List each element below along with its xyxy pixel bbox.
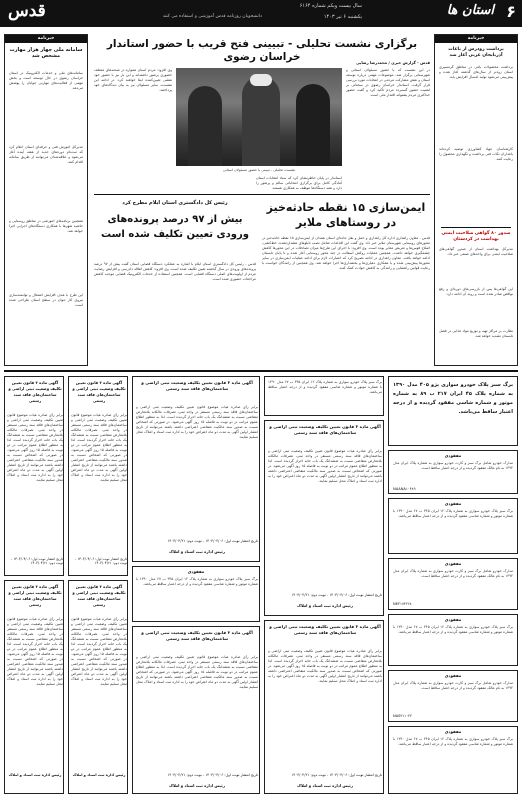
logo: قدس xyxy=(8,1,46,21)
lead-rule xyxy=(94,194,430,195)
ad-lost-6 xyxy=(388,726,518,794)
ad-col2-legal-1-title: آگهی ماده ۳ قانون تعیین تکلیف وضعیت ثبتی اراضی و ساختمان‌های فاقد سند رسمی xyxy=(269,424,381,435)
ad-col2-legal-2-title: آگهی ماده ۳ قانون تعیین تکلیف وضعیت ثبتی اراضی و ساختمان‌های فاقد سند رسمی xyxy=(269,624,381,635)
ad-col3-legal-2-date: تاریخ انتشار نوبت اول: ۱۴۰۳/۰۴/۰۶ - نوبت دوم: ۱۴۰۳/۰۴/۲۱ xyxy=(167,773,258,777)
ad-lost-5 xyxy=(388,670,518,722)
left-para-1: سامانه‌های ملی و خدمات الکترونیک در استان خراسان رضوی در حال توسعه است و بخش مهمی از فعالیت‌های مهارتی جوانان را پوشش می‌دهد. xyxy=(9,71,83,90)
lead-byline: قدس - گزارش خبری / محمدرضا رضایی xyxy=(356,60,430,65)
ad-col3-legal-1-title: آگهی ماده ۳ قانون تعیین تکلیف وضعیت ثبتی اراضی و ساختمان‌های فاقد سند رسمی xyxy=(141,380,253,391)
ad-lost-5-code: NAS۳۱۱۰۲۲ xyxy=(393,714,413,718)
left-box-title: سامانه ملی چهار هزار مهارت مشخص شد xyxy=(9,47,83,59)
right-para-3: مدیرکل بهداشت استان از صدور گواهی‌های صلاحیت ایمنی برای واحدهای صنفی خبر داد. xyxy=(439,247,513,256)
ad-col3-lost xyxy=(132,566,260,622)
right-para-5: نظارت بر مراکز تهیه و توزیع مواد غذایی در فصل تابستان تشدید خواهد شد. xyxy=(439,329,513,338)
left-para-3: همچنین برنامه‌های آموزشی در مناطق روستایی و حاشیه شهرها با همکاری دستگاه‌های اجرایی اجرا خواهد شد. xyxy=(9,219,83,233)
ad-lost-4-label: مفقودی xyxy=(444,617,462,622)
left-news-box xyxy=(4,34,88,366)
ad-lost-1-label: مفقودی xyxy=(444,453,462,458)
left-para-4: این طرح با هدف افزایش اشتغال و توانمندسازی نیروی کار جوان در سطح استان طراحی شده است. xyxy=(9,293,83,307)
right-news-box xyxy=(434,34,518,366)
ad-lost-1 xyxy=(388,450,518,494)
page-number: ۶ xyxy=(506,2,516,21)
ad-col3-legal-2 xyxy=(132,626,260,794)
ad-lost-5-text: مدارک خودرو شامل برگ سبز و کارت خودرو سواری به شماره پلاک ایران مدل ۱۳۹۲ به نام مالک مفقود گردیده و از درجه اعتبار ساقط است. xyxy=(393,681,513,690)
lead-col-c: استاندار در پایان خاطرنشان کرد که ستاد انتخابات استان آمادگی کامل برای برگزاری انتخاباتی سالم و پرشور را دارد و همه دستگاه‌ها موظف به همکاری هستند. xyxy=(256,176,342,190)
ads-top-rule xyxy=(4,370,518,372)
ad-lost-3 xyxy=(388,558,518,610)
ad-lost-2-label: مفقودی xyxy=(444,501,462,506)
ad-col4a-legal-1 xyxy=(68,376,128,576)
ad-col3-legal-1-body: برابر رأی صادره هیات موضوع قانون تعیین تکلیف وضعیت ثبتی اراضی و ساختمان‌های فاقد سند رسمی مستقر در واحد ثبتی، تصرفات مالکانه بلامعارض متقاضی نسبت به ششدانگ یک باب خانه احراز گردیده است. لذا به منظور اطلاع عموم مراتب در دو نوبت به فاصله ۱۵ روز آگهی می‌شود. در صورتی که اشخاص نسبت به صدور سند مالکیت متقاضی اعتراضی داشته باشند می‌توانند از تاریخ انتشار اولین آگهی به مدت دو ماه اعتراض خود را به اداره ثبت اسناد و املاک محل تسلیم نمایند. xyxy=(136,405,258,439)
ad-col2-legal-1-sign: رئیس اداره ثبت اسناد و املاک xyxy=(297,603,353,608)
ad-col3-lost-label: مفقودی xyxy=(187,569,205,574)
lead-photo xyxy=(176,68,342,166)
lead-col-a: در این نشست که با حضور مسئولان استانی و شهرستانی برگزار شد، موضوعات مهمی درباره توسعه استان و نقش مشارکت مردمی در انتخابات مورد بررسی قرار گرفت. استاندار خراسان رضوی در سخنانی بر اهمیت حضور گسترده مردم تأکید کرد و گفت حضور حداکثری مردم پشتوانه اقتدار ملی است. xyxy=(346,68,430,97)
ad-col2-legal-1 xyxy=(264,420,384,616)
right-para-1: برداشت محصولات باغی در مناطق گرمسیری استان زودتر از سال‌های گذشته آغاز شده و پیش‌بینی می‌شود تولید امسال افزایش یابد. xyxy=(439,65,513,79)
right-para-2: کارشناسان جهاد کشاورزی توصیه کرده‌اند باغداران نکات فنی برداشت و نگهداری محصول را رعایت کنند. xyxy=(439,147,513,161)
right-divider xyxy=(441,227,511,228)
second-body: قدس - معاون راهداری اداره کل راهداری و حمل و نقل جاده‌ای استان همدان از ایمن‌سازی ۱۵ نقطه حادثه‌خیز در محورهای روستایی شهرستان ملایر خبر داد. وی گفت این اقدامات شامل نصب تابلوهای هشداردهنده، خط‌کشی، اصلاح قوس‌ها و تعریض معابر بوده است. وی افزود: با اجرای این طرح‌ها میزان تصادفات در این محورها کاهش چشمگیری خواهد داشت. همچنین عملیات روکش آسفالت در چند محور روستایی آغاز شده و تا پایان تابستان ادامه خواهد یافت. معاون راهداری در ادامه تصریح کرد که اعتبارات لازم برای ادامه عملیات ایمن‌سازی در سایر محورها پیش‌بینی شده و با همکاری دهیاری‌ها و بخشداری‌ها اجرا خواهد شد. وی همچنین از رانندگان خواست با رعایت قوانین راهنمایی و رانندگی به کاهش حوادث کمک کنند. xyxy=(262,236,430,270)
ad-col3-legal-2-sign: رئیس اداره ثبت اسناد و املاک xyxy=(169,783,225,788)
ad-col3-legal-1-sign: رئیس اداره ثبت اسناد و املاک xyxy=(169,549,225,554)
ad-col4b-legal-1-date: تاریخ انتشار نوبت اول: ۱۴۰۳/۰۴/۰۶ - نوبت دوم: ۱۴۰۳/۰۴/۲۱ xyxy=(11,557,63,565)
right-para-4: این گواهی‌ها پس از بازرسی‌های دوره‌ای و رفع نواقص صادر شده است و روند آن ادامه دارد. xyxy=(439,287,513,296)
ad-lost-6-text: برگ سبز پلاک خودرو سواری به شماره پلاک ۱۲ ایران ۳۴۵ ب ۶۷ مدل ۱۳۹۰ با شماره موتور و شماره شاسی مفقود گردیده و از درجه اعتبار ساقط می‌باشد. xyxy=(393,737,513,746)
ad-lost-1-code: NAANA۱۰۴۸۹ xyxy=(393,487,416,491)
second-headline: ایمن‌سازی ۱۵ نقطه حادثه‌خیز در روستاهای ملایر xyxy=(266,201,426,229)
ad-lost-2-text: برگ سبز پلاک خودرو سواری به شماره پلاک ۱۲ ایران ۳۴۵ ب ۶۷ مدل ۱۳۹۰ با شماره موتور و شماره شاسی مفقود گردیده و از درجه اعتبار ساقط می‌باشد. xyxy=(393,509,513,518)
ad-col3-lost-text: برگ سبز پلاک خودرو سواری به شماره پلاک ۱۲ ایران ۳۴۵ ب ۶۷ مدل ۱۳۹۰ با شماره موتور و شماره شاسی مفقود گردیده و از درجه اعتبار ساقط می‌باشد. xyxy=(136,577,258,586)
ad-col4b-legal-2 xyxy=(4,580,64,794)
ad-col2-legal-2 xyxy=(264,620,384,794)
photo-figure-3 xyxy=(296,84,330,166)
ad-col3-legal-1 xyxy=(132,376,260,562)
ad-col3-legal-1-date: تاریخ انتشار نوبت اول: ۱۴۰۳/۰۴/۰۶ - نوبت دوم: ۱۴۰۳/۰۴/۲۱ xyxy=(167,539,258,543)
masthead-bar xyxy=(0,0,522,27)
ad-col4b-legal-2-sign: رئیس اداره ثبت اسناد و املاک xyxy=(8,773,62,777)
photo-figure-2 xyxy=(242,76,280,166)
lead-photo-caption: نشست تحلیلی - تبیینی با حضور مسئولان استانی xyxy=(222,168,296,172)
ad-lost-3-text: مدارک خودرو شامل برگ سبز و کارت خودرو سواری به شماره پلاک ایران مدل ۱۳۹۲ به نام مالک مفقود گردیده و از درجه اعتبار ساقط است. xyxy=(393,569,513,578)
ad-col4a-legal-2-title: آگهی ماده ۳ قانون تعیین تکلیف وضعیت ثبتی اراضی و ساختمان‌های فاقد سند رسمی xyxy=(72,584,126,607)
issue-line: سال بیست ویکم شماره ۶۱۶۴ xyxy=(299,3,362,9)
left-box-label: خبرنامه xyxy=(37,36,55,41)
ad-lost-3-label: مفقودی xyxy=(444,561,462,566)
tagline: دانشجویان روزنامه قدس آموزشی و استفاده می کنند xyxy=(162,14,262,19)
ad-col2-top xyxy=(264,376,384,416)
ad-col4b-legal-1 xyxy=(4,376,64,576)
third-headline: بیش از ۹۷ درصد پرونده‌های ورودی تعیین تکلیف شده است xyxy=(101,214,249,240)
right-box-header xyxy=(435,35,517,43)
ad-car-notice-text: برگ سبز پلاک خودرو سواری پژو ۴۰۵ مدل ۱۳۹۰ به شماره پلاک ۴۵ ایران ۲۱۷ ب ۸۹ به شماره موتور و شماره شاسی مفقود گردیده و از درجه اعتبار ساقط می‌باشد. xyxy=(393,382,513,415)
third-kicker: رئیس کل دادگستری استان ایلام مطرح کرد xyxy=(122,200,228,206)
ad-lost-4 xyxy=(388,614,518,666)
ad-lost-5-label: مفقودی xyxy=(444,673,462,678)
ad-lost-4-text: برگ سبز پلاک خودرو سواری به شماره پلاک ۱۲ ایران ۳۴۵ ب ۶۷ مدل ۱۳۹۰ با شماره موتور و شماره شاسی مفقود گردیده و از درجه اعتبار ساقط می‌باشد. xyxy=(393,625,513,634)
ad-col3-legal-2-body: برابر رأی صادره هیات موضوع قانون تعیین تکلیف وضعیت ثبتی اراضی و ساختمان‌های فاقد سند رسمی مستقر در واحد ثبتی، تصرفات مالکانه بلامعارض متقاضی نسبت به ششدانگ یک باب خانه احراز گردیده است. لذا به منظور اطلاع عموم مراتب در دو نوبت به فاصله ۱۵ روز آگهی می‌شود. در صورتی که اشخاص نسبت به صدور سند مالکیت متقاضی اعتراضی داشته باشند می‌توانند از تاریخ انتشار اولین آگهی به مدت دو ماه اعتراض خود را به اداره ثبت اسناد و املاک محل تسلیم نمایند. xyxy=(136,655,258,689)
right-box-title-1: برداشت زودرس از باغات آذربایجان غربی آغاز شد xyxy=(448,47,504,58)
right-box-title-2: صدور ۸۰ گواهی صلاحیت ایمنی بهداشت در کردستان xyxy=(441,231,511,242)
ad-col4a-legal-2-body: برابر رأی صادره هیات موضوع قانون تعیین تکلیف وضعیت ثبتی اراضی و ساختمان‌های فاقد سند رسمی مستقر در واحد ثبتی، تصرفات مالکانه بلامعارض متقاضی نسبت به ششدانگ یک باب خانه احراز گردیده است. لذا به منظور اطلاع عموم مراتب در دو نوبت به فاصله ۱۵ روز آگهی می‌شود. در صورتی که اشخاص نسبت به صدور سند مالکیت متقاضی اعتراضی داشته باشند می‌توانند از تاریخ انتشار اولین آگهی به مدت دو ماه اعتراض خود را به اداره ثبت اسناد و املاک محل تسلیم نمایند. xyxy=(71,617,127,686)
ad-lost-2 xyxy=(388,498,518,554)
ad-col2-legal-2-sign: رئیس اداره ثبت اسناد و املاک xyxy=(297,783,353,788)
ad-col4a-legal-1-date: تاریخ انتشار نوبت اول: ۱۴۰۳/۰۴/۰۶ - نوبت دوم: ۱۴۰۳/۰۴/۲۱ xyxy=(75,557,127,565)
ad-lost-3-code: NEF۱۷۴۲۶۸ xyxy=(393,602,412,606)
ad-col4b-legal-1-body: برابر رأی صادره هیات موضوع قانون تعیین تکلیف وضعیت ثبتی اراضی و ساختمان‌های فاقد سند رسمی مستقر در واحد ثبتی، تصرفات مالکانه بلامعارض متقاضی نسبت به ششدانگ یک باب خانه احراز گردیده است. لذا به منظور اطلاع عموم مراتب در دو نوبت به فاصله ۱۵ روز آگهی می‌شود. در صورتی که اشخاص نسبت به صدور سند مالکیت متقاضی اعتراضی داشته باشند می‌توانند از تاریخ انتشار اولین آگهی به مدت دو ماه اعتراض خود را به اداره ثبت اسناد و املاک محل تسلیم نمایند. xyxy=(7,413,63,482)
ad-col3-legal-2-title: آگهی ماده ۳ قانون تعیین تکلیف وضعیت ثبتی اراضی و ساختمان‌های فاقد سند رسمی xyxy=(141,630,253,641)
ad-col2-legal-2-date: تاریخ انتشار نوبت اول: ۱۴۰۳/۰۴/۰۶ - نوبت دوم: ۱۴۰۳/۰۴/۲۱ xyxy=(291,773,382,777)
ad-col2-top-text: برگ سبز پلاک خودرو سواری به شماره پلاک ۱۲ ایران ۳۴۵ ب ۶۷ مدل ۱۳۹۰ با شماره موتور و شماره شاسی مفقود گردیده و از درجه اعتبار ساقط می‌باشد. xyxy=(268,380,382,394)
photo-figure-1 xyxy=(188,86,222,166)
ad-col2-legal-1-body: برابر رأی صادره هیات موضوع قانون تعیین تکلیف وضعیت ثبتی اراضی و ساختمان‌های فاقد سند رسمی مستقر در واحد ثبتی، تصرفات مالکانه بلامعارض متقاضی نسبت به ششدانگ یک باب خانه احراز گردیده است. لذا به منظور اطلاع عموم مراتب در دو نوبت به فاصله ۱۵ روز آگهی می‌شود. در صورتی که اشخاص نسبت به صدور سند مالکیت متقاضی اعتراضی داشته باشند می‌توانند از تاریخ انتشار اولین آگهی به مدت دو ماه اعتراض خود را به اداره ثبت اسناد و املاک محل تسلیم نمایند. xyxy=(268,449,382,483)
right-box-label: خبرنامه xyxy=(467,36,485,41)
ad-col2-legal-2-body: برابر رأی صادره هیات موضوع قانون تعیین تکلیف وضعیت ثبتی اراضی و ساختمان‌های فاقد سند رسمی مستقر در واحد ثبتی، تصرفات مالکانه بلامعارض متقاضی نسبت به ششدانگ یک باب خانه احراز گردیده است. لذا به منظور اطلاع عموم مراتب در دو نوبت به فاصله ۱۵ روز آگهی می‌شود. در صورتی که اشخاص نسبت به صدور سند مالکیت متقاضی اعتراضی داشته باشند می‌توانند از تاریخ انتشار اولین آگهی به مدت دو ماه اعتراض خود را به اداره ثبت اسناد و املاک محل تسلیم نمایند. xyxy=(268,649,382,683)
section-title: استان ها xyxy=(446,3,494,18)
ad-col2-legal-1-date: تاریخ انتشار نوبت اول: ۱۴۰۳/۰۴/۰۶ - نوبت دوم: ۱۴۰۳/۰۴/۲۱ xyxy=(291,593,382,597)
lead-col-b: وی افزود: مردم استان همواره در صحنه‌های مختلف حضوری پرشور داشته‌اند و این بار نیز با حضور خود نقشی تعیین‌کننده ایفا خواهند کرد. در ادامه این نشست، سایر مسئولان نیز به بیان دیدگاه‌های خود پرداختند. xyxy=(94,68,172,92)
ad-col4b-legal-2-body: برابر رأی صادره هیات موضوع قانون تعیین تکلیف وضعیت ثبتی اراضی و ساختمان‌های فاقد سند رسمی مستقر در واحد ثبتی، تصرفات مالکانه بلامعارض متقاضی نسبت به ششدانگ یک باب خانه احراز گردیده است. لذا به منظور اطلاع عموم مراتب در دو نوبت به فاصله ۱۵ روز آگهی می‌شود. در صورتی که اشخاص نسبت به صدور سند مالکیت متقاضی اعتراضی داشته باشند می‌توانند از تاریخ انتشار اولین آگهی به مدت دو ماه اعتراض خود را به اداره ثبت اسناد و املاک محل تسلیم نمایند. xyxy=(7,617,63,686)
left-para-2: مدیرکل آموزش فنی و حرفه‌ای استان اعلام کرد که ثبت‌نام دوره‌های جدید از هفته آینده آغاز می‌شود و علاقه‌مندان می‌توانند از طریق سامانه اقدام کنند. xyxy=(9,145,83,164)
ad-col4b-legal-2-title: آگهی ماده ۳ قانون تعیین تکلیف وضعیت ثبتی اراضی و ساختمان‌های فاقد سند رسمی xyxy=(8,584,62,607)
ad-col4a-legal-1-body: برابر رأی صادره هیات موضوع قانون تعیین تکلیف وضعیت ثبتی اراضی و ساختمان‌های فاقد سند رسمی مستقر در واحد ثبتی، تصرفات مالکانه بلامعارض متقاضی نسبت به ششدانگ یک باب خانه احراز گردیده است. لذا به منظور اطلاع عموم مراتب در دو نوبت به فاصله ۱۵ روز آگهی می‌شود. در صورتی که اشخاص نسبت به صدور سند مالکیت متقاضی اعتراضی داشته باشند می‌توانند از تاریخ انتشار اولین آگهی به مدت دو ماه اعتراض خود را به اداره ثبت اسناد و املاک محل تسلیم نمایند. xyxy=(71,413,127,482)
ad-col4a-legal-2 xyxy=(68,580,128,794)
photo-figure-2-turban xyxy=(250,74,272,86)
third-body: قدس - رئیس کل دادگستری استان ایلام با اشاره به عملکرد دستگاه قضایی استان گفت بیش از ۹۷ درصد پرونده‌های ورودی در سال گذشته تعیین تکلیف شده است. وی افزود: کاهش اطاله دادرسی و افزایش رضایت مردم از اولویت‌های اصلی دستگاه قضایی است. همچنین استفاده از خدمات الکترونیک قضایی موجب کاهش مراجعات حضوری شده است. xyxy=(94,262,256,281)
ad-lost-6-label: مفقودی xyxy=(444,729,462,734)
ad-col4b-legal-1-title: آگهی ماده ۳ قانون تعیین تکلیف وضعیت ثبتی اراضی و ساختمان‌های فاقد سند رسمی xyxy=(8,380,62,403)
ad-lost-1-text: مدارک خودرو شامل برگ سبز و کارت خودرو سواری به شماره پلاک ایران مدل ۱۳۹۲ به نام مالک مفقود گردیده و از درجه اعتبار ساقط است. xyxy=(393,461,513,470)
ad-col4a-legal-2-sign: رئیس اداره ثبت اسناد و املاک xyxy=(72,773,126,777)
left-box-header xyxy=(5,35,87,43)
ad-col4a-legal-1-title: آگهی ماده ۳ قانون تعیین تکلیف وضعیت ثبتی اراضی و ساختمان‌های فاقد سند رسمی xyxy=(72,380,126,403)
ad-car-notice xyxy=(388,376,518,446)
lead-headline: برگزاری نشست تحلیلی - تبیینی فتح قریب با حضور استاندار خراسان رضوی xyxy=(106,38,418,63)
date-line: یکشنبه ۶ تیر ۱۴۰۳ xyxy=(323,14,362,20)
